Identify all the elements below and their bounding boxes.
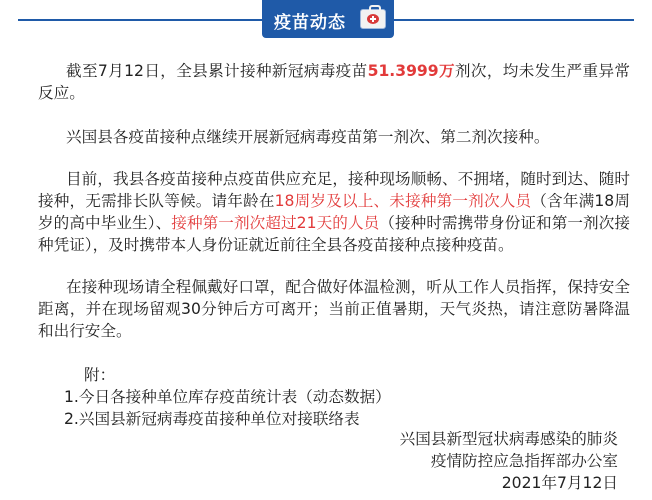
paragraph-vaccine-supply [38,168,630,256]
medical-kit-icon [360,9,386,29]
attachments-section [38,364,630,430]
article-body [38,60,630,430]
p1-text-before: 截至7月12日，全县累计接种新冠病毒疫苗 [66,62,368,80]
attachment-link-contact-table[interactable]: 2.兴国县新冠病毒疫苗接种单位对接联络表 [64,410,360,428]
p3-text-1: 目前，我县各疫苗接种点疫苗供应充足，接种现场顺畅、不拥堵，随时到达、随时接种，无需排长队等候。请年龄在 [38,170,630,210]
paragraph-vaccination-total [38,60,630,104]
p3-text-3: （接种时需携带身份证和第一剂次接种凭证），及时携带本人身份证就近前往全县各疫苗接种点接种疫苗。 [38,214,631,254]
signature-date: 2021年7月12日 [501,474,618,492]
attachments-label: 附： [84,366,116,384]
paragraph-safety-notice [38,276,630,342]
paragraph-continue-vaccination [38,126,630,148]
header-banner [262,0,394,38]
p1-text-after: 剂次，均未发生严重异常反应。 [38,62,630,102]
signature-org-line1: 兴国县新型冠状病毒感染的肺炎 [399,430,618,448]
p2-text: 兴国县各疫苗接种点继续开展新冠病毒疫苗第一剂次、第二剂次接种。 [66,128,550,146]
attachment-link-stock-table[interactable]: 1.今日各接种单位库存疫苗统计表（动态数据） [64,388,391,406]
second-dose-group-highlight: 接种第一剂次超过21天的人员 [171,214,380,232]
p4-text: 在接种现场请全程佩戴好口罩，配合做好体温检测，听从工作人员指挥，保持安全距离，并在现场留观30分钟后方可离开；当前正值暑期，天气炎热，请注意防暑降温和出行安全。 [38,278,630,340]
header-title: 疫苗动态 [274,13,346,33]
p3-text-2: （含年满18周岁的高中毕业生）、 [38,192,630,232]
eligible-group-highlight: 18周岁及以上、未接种第一剂次人员 [274,192,532,210]
section-header [0,0,652,44]
signature-block [400,428,618,494]
red-cross-icon [367,14,379,24]
vaccination-count: 51.3999万 [367,62,455,80]
signature-org-line2: 疫情防控应急指挥部办公室 [430,452,618,470]
